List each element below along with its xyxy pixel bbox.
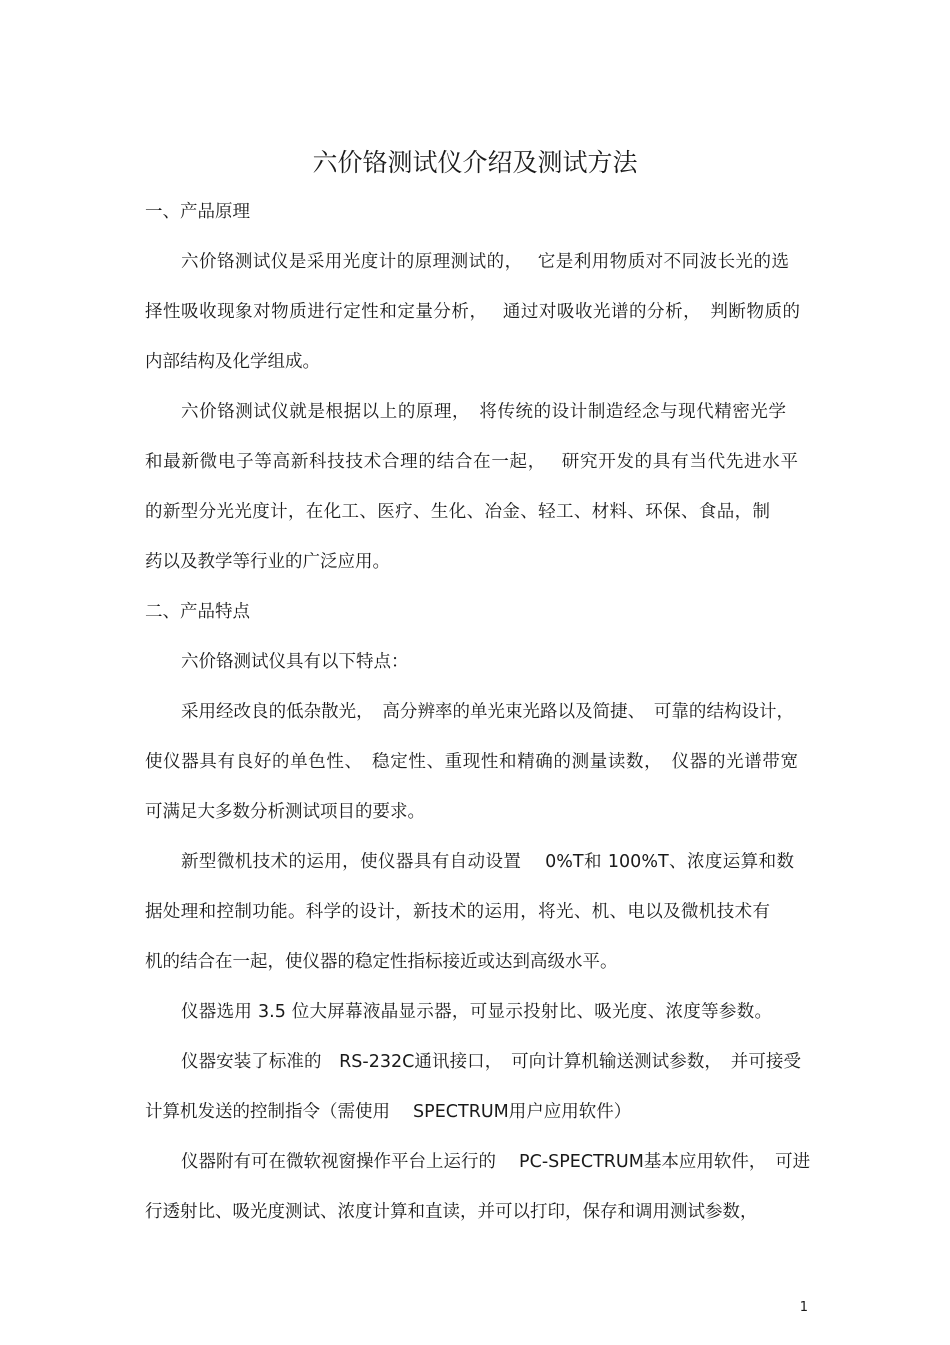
text-line: 行透射比、吸光度测试、浓度计算和直读，并可以打印，保存和调用测试参数， <box>145 1202 758 1222</box>
text-line: 仪器安装了标准的 RS-232C通讯接口， 可向计算机输送测试参数， 并可接受 <box>181 1052 801 1072</box>
text-line: 机的结合在一起，使仪器的稳定性指标接近或达到高级水平。 <box>145 952 618 972</box>
section-heading-principle: 一、产品原理 <box>145 202 250 222</box>
text-line: 药以及教学等行业的广泛应用。 <box>145 552 390 572</box>
page-number: 1 <box>799 1300 808 1315</box>
text-line: 六价铬测试仪具有以下特点： <box>181 652 409 672</box>
text-line: 据处理和控制功能。科学的设计，新技术的运用，将光、机、电以及微机技术有 <box>145 902 770 922</box>
text-line: 六价铬测试仪就是根据以上的原理， 将传统的设计制造经念与现代精密光学 <box>181 402 786 422</box>
text-line: 新型微机技术的运用，使仪器具有自动设置 0%T和 100%T、浓度运算和数 <box>181 852 794 872</box>
text-line: 仪器附有可在微软视窗操作平台上运行的 PC-SPECTRUM基本应用软件， 可进 <box>181 1152 811 1172</box>
text-line: 计算机发送的控制指令（需使用 SPECTRUM用户应用软件） <box>145 1102 632 1122</box>
text-line: 和最新微电子等高新科技技术合理的结合在一起， 研究开发的具有当代先进水平 <box>145 452 798 472</box>
text-line: 六价铬测试仪是采用光度计的原理测试的， 它是利用物质对不同波长光的选 <box>181 252 789 272</box>
text-line: 择性吸收现象对物质进行定性和定量分析， 通过对吸收光谱的分析， 判断物质的 <box>145 302 800 322</box>
text-line: 的新型分光光度计，在化工、医疗、生化、冶金、轻工、材料、环保、食品，制 <box>145 502 770 522</box>
text-line: 可满足大多数分析测试项目的要求。 <box>145 802 425 822</box>
text-line: 采用经改良的低杂散光， 高分辨率的单光束光路以及简捷、 可靠的结构设计， <box>181 702 794 722</box>
text-line: 仪器选用 3.5 位大屏幕液晶显示器，可显示投射比、吸光度、浓度等参数。 <box>181 1002 772 1022</box>
document-title: 六价铬测试仪介绍及测试方法 <box>312 148 638 177</box>
text-line: 内部结构及化学组成。 <box>145 352 320 372</box>
text-line: 使仪器具有良好的单色性、 稳定性、重现性和精确的测量读数， 仪器的光谱带宽 <box>145 752 798 772</box>
section-heading-features: 二、产品特点 <box>145 602 250 622</box>
